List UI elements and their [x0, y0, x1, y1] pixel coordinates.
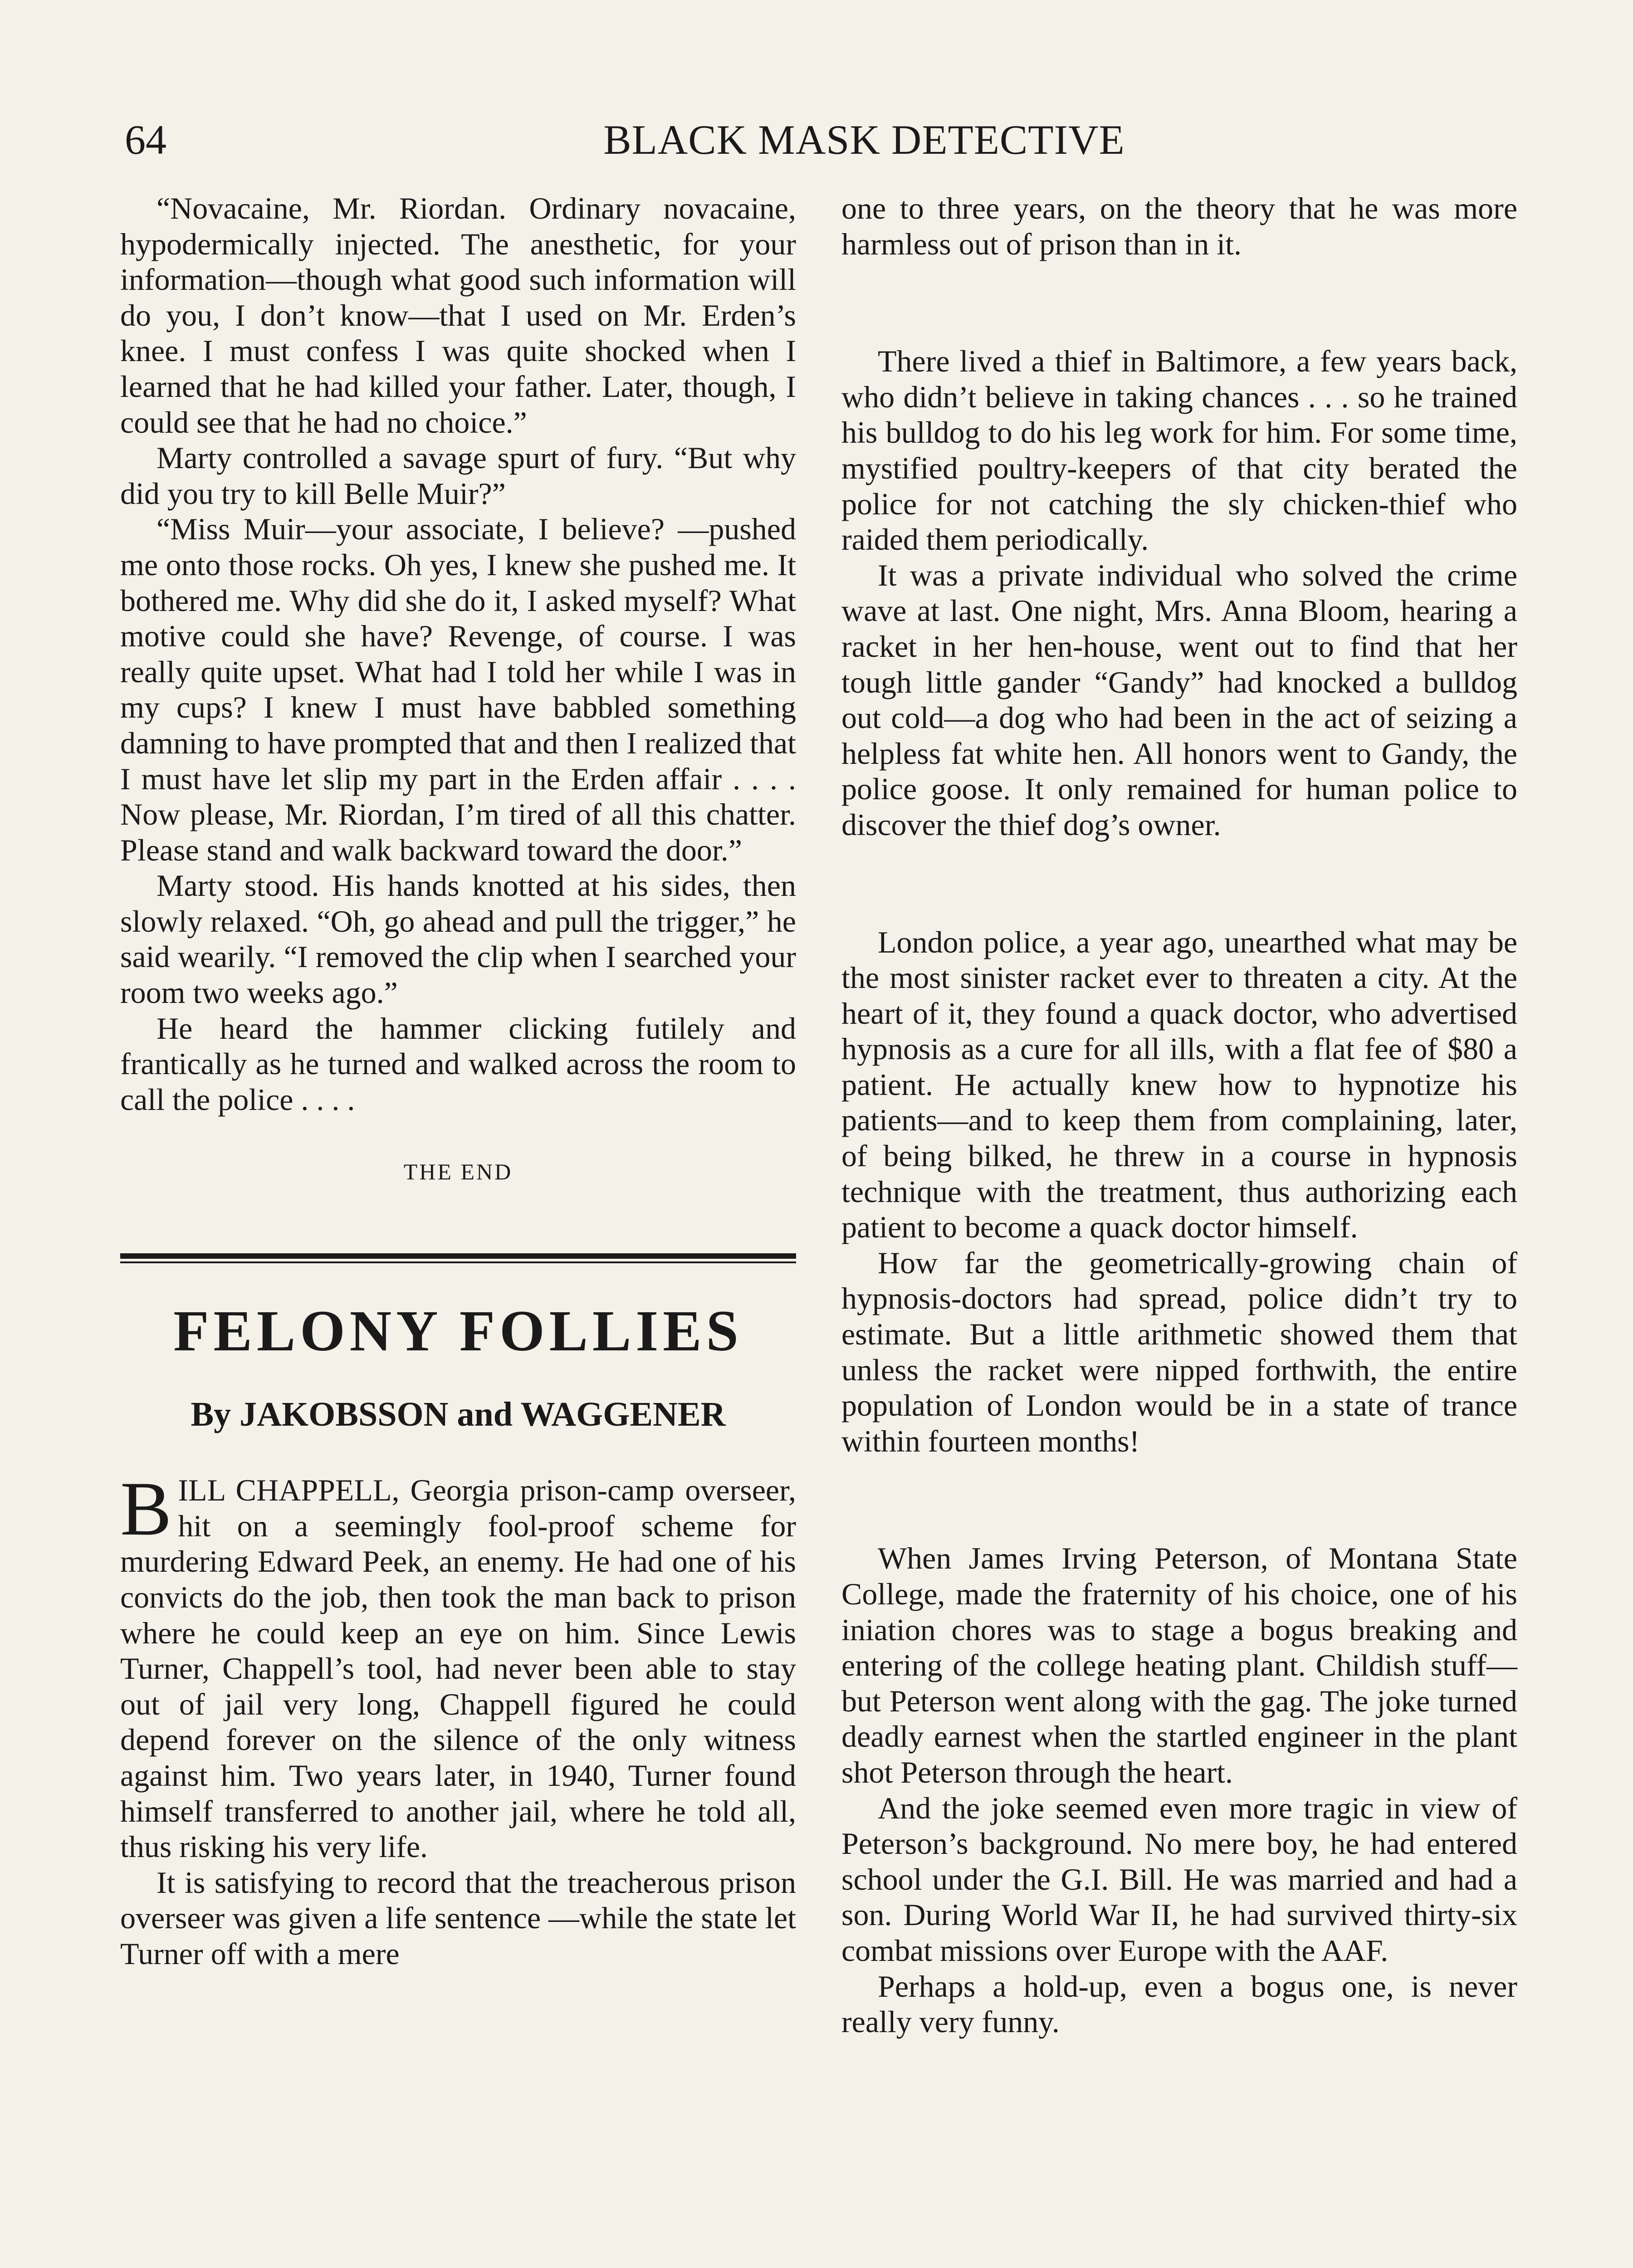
drop-cap: B [120, 1466, 172, 1552]
story-paragraph: Marty stood. His hands knotted at his sides, then slowly relaxed. “Oh, go ahead and pull the trigger,” he said wearily. “I removed the clip when I searched your room two weeks ago.” [120, 868, 796, 1010]
the-end-marker: THE END [403, 1159, 513, 1185]
feature-paragraph: It was a private individual who solved the crime wave at last. One night, Mrs. Anna Bloom, hearing a racket in her hen-house, went out to find that her tough little gander “Gandy” had knocked a bulldog out cold—a dog who had been in the act of seizing a helpless fat white hen. All honors went to Gandy, the police goose. It only remained for human police to discover the thief dog’s owner. [841, 557, 1517, 842]
story-paragraph: He heard the hammer clicking futilely and frantically as he turned and walked across the room to call the police . . . . [120, 1011, 796, 1117]
feature-paragraph: There lived a thief in Baltimore, a few years back, who didn’t believe in taking chances . . . so he trained his bulldog to do his leg work for him. For some time, mystified poultry-keepers of that city berated the police for not catching the sly chicken-thief who raided them periodically. [841, 344, 1517, 557]
running-head: BLACK MASK DETECTIVE [603, 117, 1125, 163]
story-paragraph: “Novacaine, Mr. Riordan. Ordinary novacaine, hypodermically injected. The anesthetic, for your information—though what good such information will do you, I don’t know—that I used on Mr. Erden’s knee. I must confess I was quite shocked when I learned that he had killed your father. Later, though, I could see that he had no choice.” [120, 191, 796, 440]
feature-paragraph: And the joke seemed even more tragic in view of Peterson’s background. No mere boy, he had entered school under the G.I. Bill. He was married and had a son. During World War II, he had survived thirty-six combat missions over Europe with the AAF. [841, 1790, 1517, 1968]
page-number: 64 [125, 117, 166, 163]
right-column [841, 191, 1517, 2040]
feature-paragraph: When James Irving Peterson, of Montana State College, made the fraternity of his choice, one of his iniation chores was to stage a bogus breaking and entering of the college heating plant. Childish stuff—but Peterson went along with the gag. The joke turned deadly earnest when the startled engineer in the plant shot Peterson through the heart. [841, 1541, 1517, 1789]
feature-paragraph: It is satisfying to record that the treacherous prison overseer was given a life sentence —while the state let Turner off with a mere [120, 1865, 796, 1971]
feature-paragraph: London police, a year ago, unearthed what may be the most sinister racket ever to threaten a city. At the heart of it, they found a quack doctor, who advertised hypnosis as a cure for all ills, with a flat fee of $80 a patient. He actually knew how to hypnotize his patients—and to keep them from complaining, later, of being bilked, he threw in a course in hypnosis technique with the treatment, thus authorizing each patient to become a quack doctor himself. [841, 924, 1517, 1245]
section-divider [120, 1253, 796, 1263]
byline: By JAKOBSSON and WAGGENER [191, 1395, 726, 1434]
left-column [120, 191, 796, 1972]
feature-title: FELONY FOLLIES [173, 1299, 743, 1364]
first-paragraph-text: ILL CHAPPELL, Georgia prison-camp overseer, hit on a seemingly fool-proof scheme for murdering Edward Peek, an enemy. He had one of his convicts do the job, then took the man back to prison where he could keep an eye on him. Since Lewis Turner, Chappell’s tool, had never been able to stay out of jail very long, Chappell figured he could depend forever on the silence of the only witness against him. Two years later, in 1940, Turner found himself transferred to another jail, where he told all, thus risking his very life. [120, 1473, 796, 1864]
story-paragraph: Marty controlled a savage spurt of fury. “But why did you try to kill Belle Muir?” [120, 440, 796, 511]
feature-paragraph: Perhaps a hold-up, even a bogus one, is never really very funny. [841, 1969, 1517, 2039]
feature-first-paragraph [120, 1466, 796, 1865]
feature-paragraph: How far the geometrically-growing chain of hypnosis-doctors had spread, police didn’t try to estimate. But a little arithmetic showed them that unless the racket were nipped forthwith, the entire population of London would be in a state of trance within fourteen months! [841, 1245, 1517, 1458]
story-paragraph: “Miss Muir—your associate, I believe? —pushed me onto those rocks. Oh yes, I knew she pushed me. It bothered me. Why did she do it, I asked myself? What motive could she have? Revenge, of course. I was really quite upset. What had I told her while I was in my cups? I knew I must have babbled something damning to have prompted that and then I realized that I must have let slip my part in the Erden affair . . . . Now please, Mr. Riordan, I’m tired of all this chatter. Please stand and walk backward toward the door.” [120, 512, 796, 867]
feature-paragraph: one to three years, on the theory that he was more harmless out of prison than in it. [841, 191, 1517, 261]
